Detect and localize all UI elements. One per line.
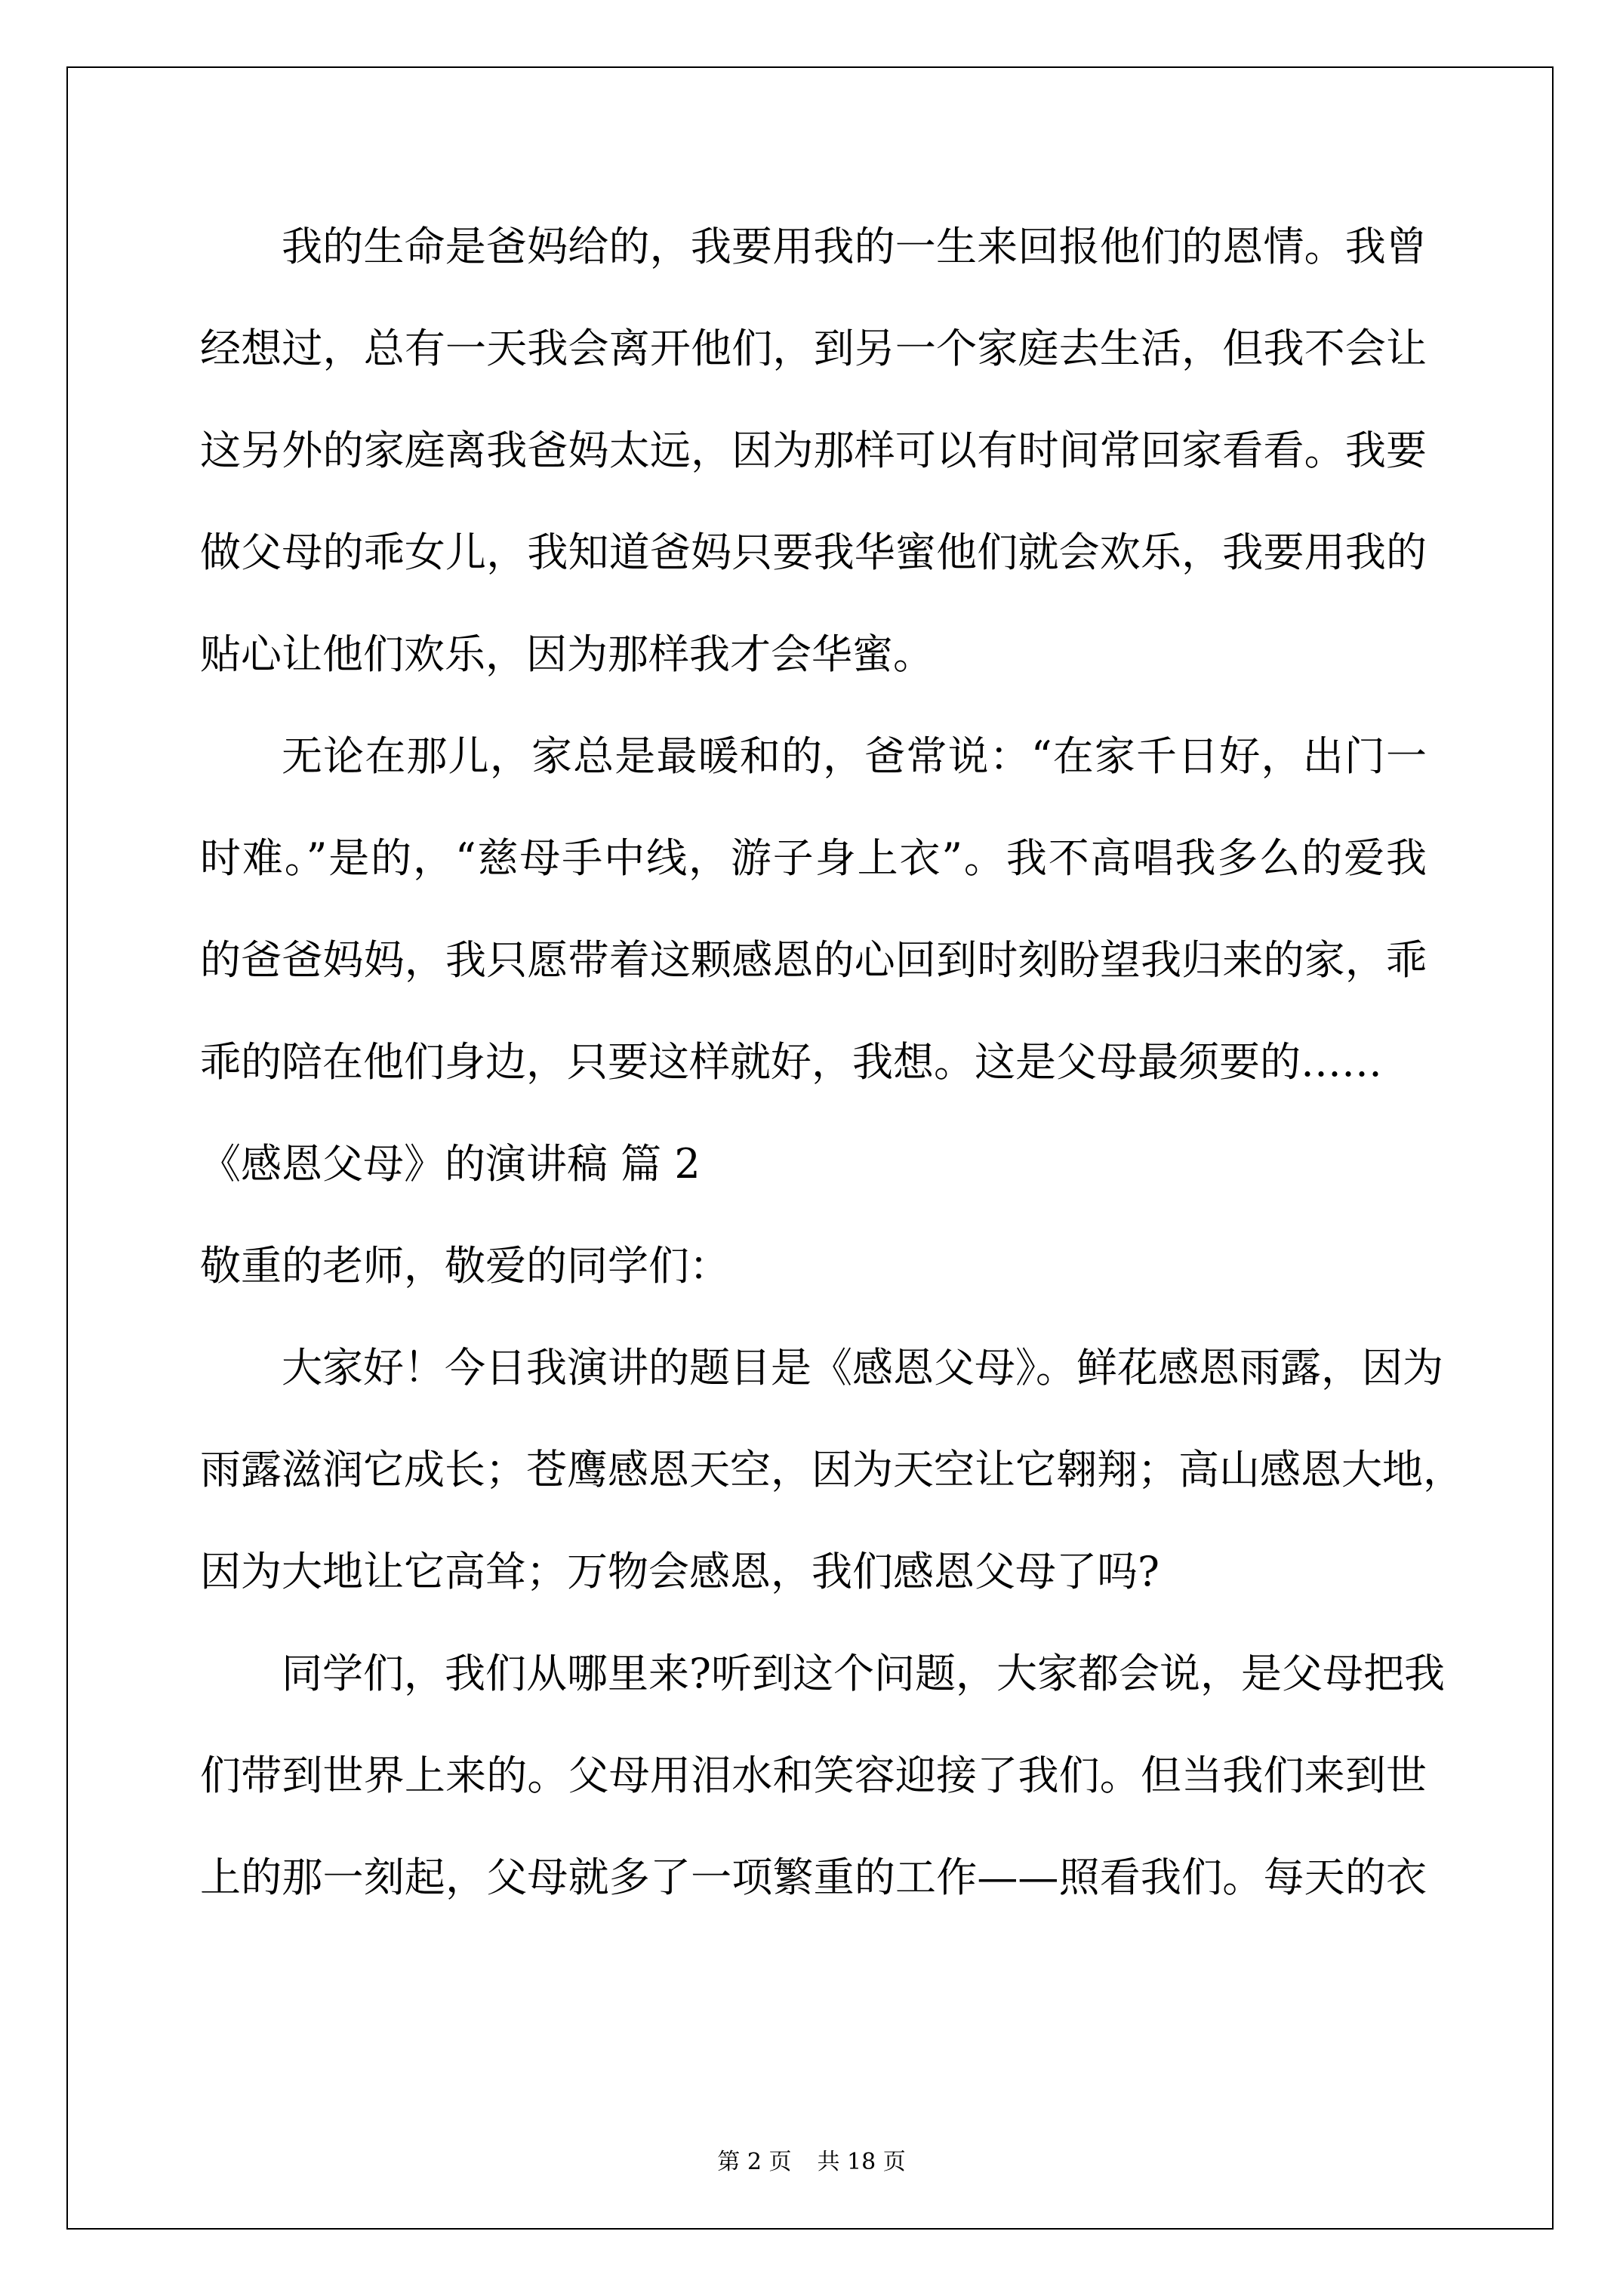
paragraph-1-line-2: 经想过，总有一天我会离开他们，到另一个家庭去生活，但我不会让 <box>200 325 1427 372</box>
page-total: 共 18 页 <box>817 2149 906 2175</box>
page-number: 第 2 页 <box>717 2149 792 2175</box>
paragraph-1-line-4: 做父母的乖女儿，我知道爸妈只要我华蜜他们就会欢乐，我要用我的 <box>200 529 1427 576</box>
page-footer <box>0 2143 1623 2176</box>
paragraph-2-line-2: 时难。”是的，“慈母手中线，游子身上衣”。我不高唱我多么的爱我 <box>200 834 1427 882</box>
section-heading: 《感恩父母》的演讲稿 篇 2 <box>200 1140 701 1188</box>
paragraph-3-line-3: 因为大地让它高耸；万物会感恩，我们感恩父母了吗? <box>200 1548 1160 1595</box>
paragraph-3-line-1: 大家好！今日我演讲的题目是《感恩父母》。鲜花感恩雨露，因为 <box>282 1344 1443 1391</box>
paragraph-2-line-3: 的爸爸妈妈，我只愿带着这颗感恩的心回到时刻盼望我归来的家，乖 <box>200 936 1427 984</box>
paragraph-2-line-4: 乖的陪在他们身边，只要这样就好，我想。这是父母最须要的…… <box>200 1038 1382 1086</box>
salutation: 敬重的老师，敬爱的同学们： <box>200 1242 730 1290</box>
paragraph-4-line-1: 同学们，我们从哪里来?听到这个问题，大家都会说，是父母把我 <box>282 1650 1445 1697</box>
paragraph-1-line-3: 这另外的家庭离我爸妈太远，因为那样可以有时间常回家看看。我要 <box>200 427 1427 474</box>
paragraph-1-line-5: 贴心让他们欢乐，因为那样我才会华蜜。 <box>200 630 934 678</box>
paragraph-4-line-2: 们带到世界上来的。父母用泪水和笑容迎接了我们。但当我们来到世 <box>200 1752 1427 1799</box>
paragraph-1-line-1: 我的生命是爸妈给的，我要用我的一生来回报他们的恩情。我曾 <box>282 223 1427 270</box>
paragraph-4-line-3: 上的那一刻起，父母就多了一项繁重的工作——照看我们。每天的衣 <box>200 1854 1427 1901</box>
paragraph-3-line-2: 雨露滋润它成长；苍鹰感恩天空，因为天空让它翱翔；高山感恩大地， <box>200 1446 1464 1493</box>
paragraph-2-line-1: 无论在那儿，家总是最暖和的，爸常说：“在家千日好，出门一 <box>282 732 1427 780</box>
